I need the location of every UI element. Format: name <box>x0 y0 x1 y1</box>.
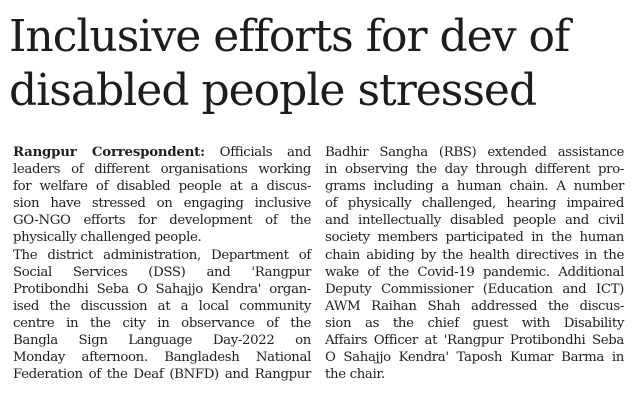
body-line: leaders of different organisations working <box>13 162 311 178</box>
body-line: sion have stressed on engaging inclusive <box>13 196 311 212</box>
body-line: centre in the city in observance of the <box>13 315 311 331</box>
body-line: O Sahajjo Kendra' Taposh Kumar Barma in <box>325 350 624 366</box>
article-column-left <box>13 144 311 383</box>
body-line: ised the discussion at a local community <box>13 298 311 314</box>
body-line: AWM Raihan Shah addressed the discus- <box>325 298 624 314</box>
body-line: wake of the Covid-19 pandemic. Additional <box>325 264 624 280</box>
body-line <box>13 144 311 161</box>
body-line: Badhir Sangha (RBS) extended assistance <box>325 145 624 160</box>
body-line-text: Officials and <box>204 145 311 160</box>
body-line: The district administration, Department of <box>13 247 311 263</box>
body-line: Bangla Sign Language Day-2022 on <box>13 333 311 349</box>
body-line: Affairs Officer at 'Rangpur Protibondhi Seba <box>325 333 624 349</box>
body-line: for welfare of disabled people at a discus- <box>13 179 311 195</box>
body-line: GO-NGO efforts for development of the <box>13 213 311 229</box>
headline-line-2: disabled people stressed <box>9 65 537 116</box>
body-line: grams including a human chain. A number <box>325 179 624 195</box>
body-line: Federation of the Deaf (BNFD) and Rangpur <box>13 367 311 383</box>
body-line: the chair. <box>325 367 385 383</box>
body-line: Protibondhi Seba O Sahajjo Kendra' organ- <box>13 281 311 297</box>
article-headline <box>9 10 629 118</box>
article-column-right <box>325 144 624 383</box>
article-byline: Rangpur Correspondent: <box>13 145 205 160</box>
body-line: of physically challenged, hearing impaired <box>325 196 624 212</box>
body-line: and intellectually disabled people and civil <box>325 213 624 229</box>
headline-line-1: Inclusive efforts for dev of <box>9 11 570 62</box>
body-line: Monday afternoon. Bangladesh National <box>13 350 311 366</box>
body-line: in observing the day through different pro- <box>325 162 624 178</box>
body-line: society members participated in the human <box>325 230 624 246</box>
body-line: Social Services (DSS) and 'Rangpur <box>13 264 311 280</box>
body-line: Deputy Commissioner (Education and ICT) <box>325 281 624 297</box>
body-line: sion as the chief guest with Disability <box>325 315 624 331</box>
body-line: chain abiding by the health directives in the <box>325 247 624 263</box>
body-line: physically challenged people. <box>13 230 202 246</box>
